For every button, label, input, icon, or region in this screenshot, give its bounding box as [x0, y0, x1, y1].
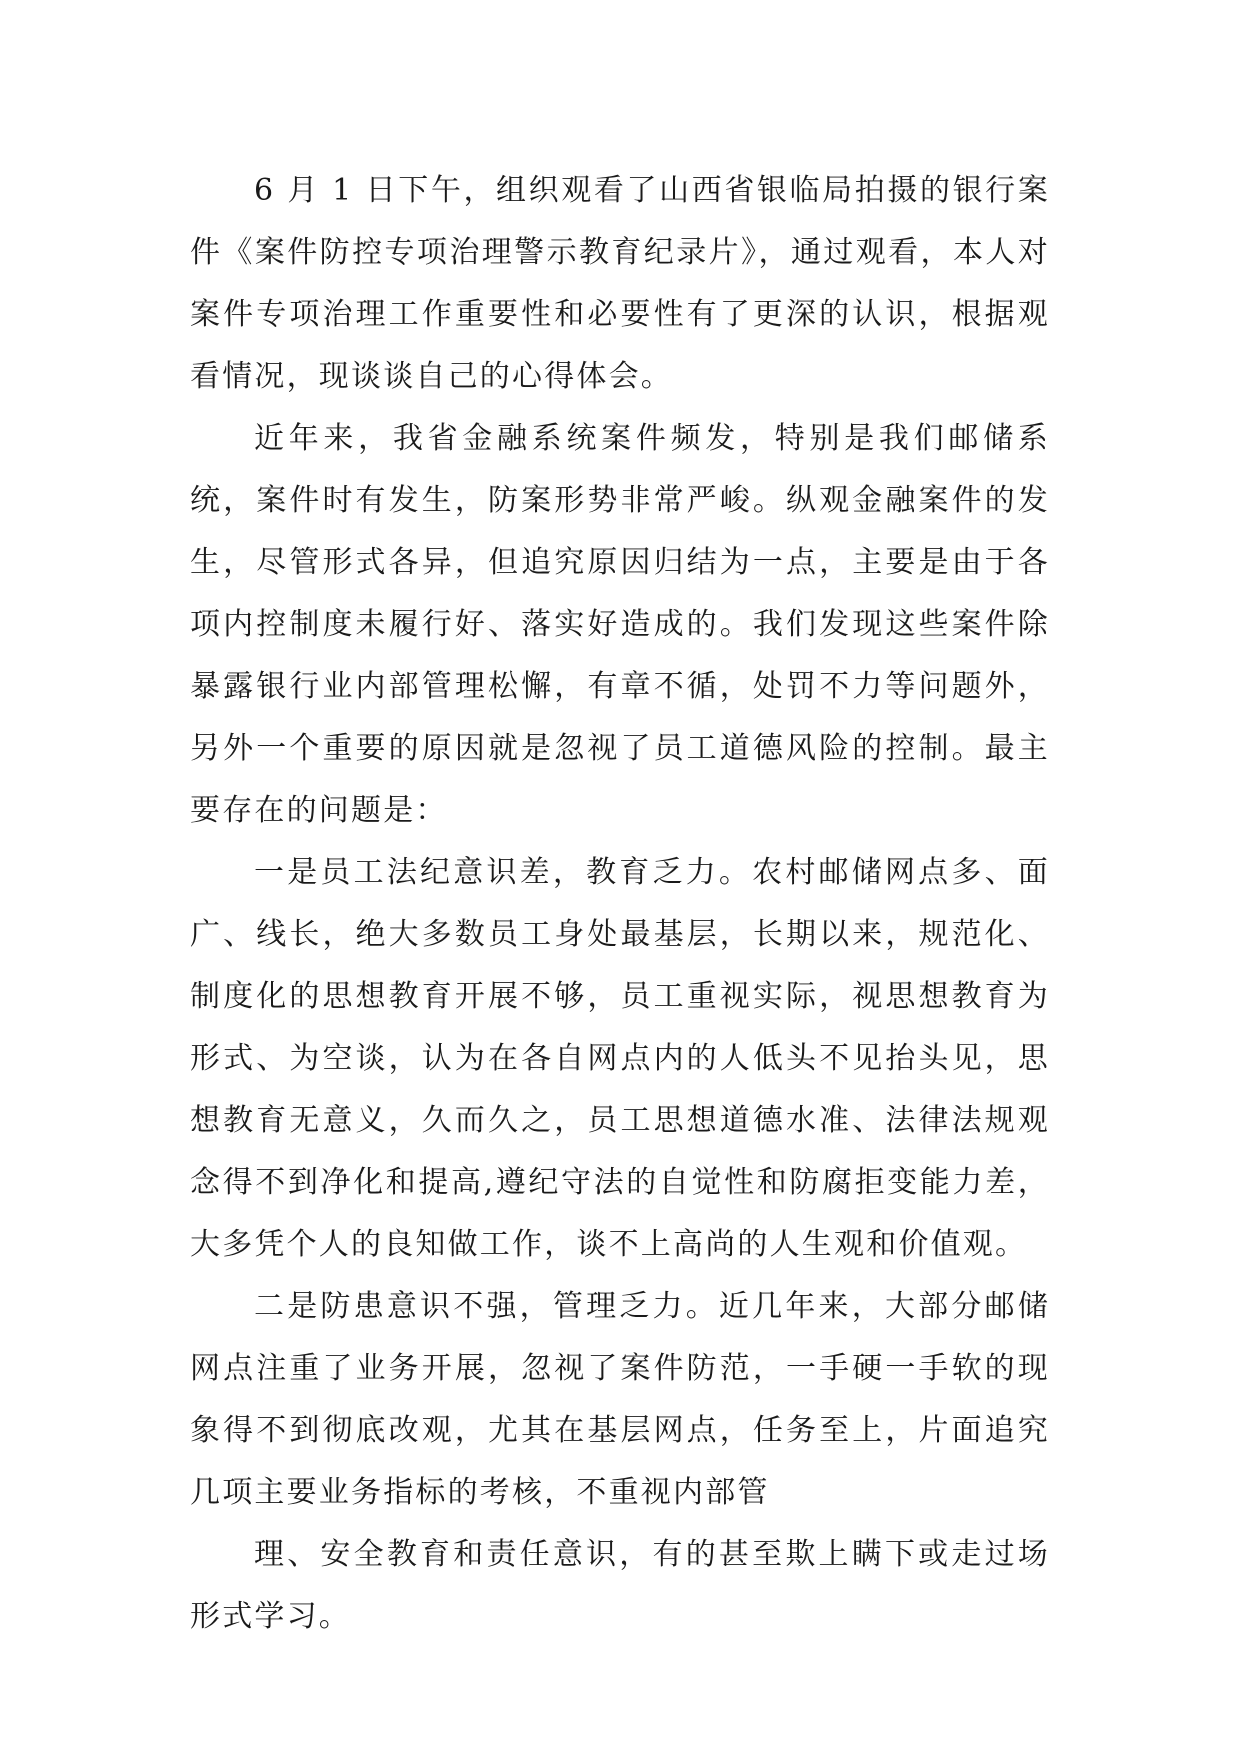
paragraph-background: 近年来，我省金融系统案件频发，特别是我们邮储系统，案件时有发生，防案形势非常严峻。纵观金融案件的发生，尽管形式各异，但追究原因归结为一点，主要是由于各项内控制度未履行好、落实好造成的。我们发现这些案件除暴露银行业内部管理松懈，有章不循，处罚不力等问题外，另外一个重要的原因就是忽视了员工道德风险的控制。最主要存在的问题是：	[190, 421, 1050, 828]
paragraph-point-two: 二是防患意识不强，管理乏力。近几年来，大部分邮储网点注重了业务开展，忽视了案件防范，一手硬一手软的现象得不到彻底改观，尤其在基层网点，任务至上，片面追究几项主要业务指标的考核，不重视内部管	[190, 1289, 1050, 1510]
document-body	[190, 160, 1050, 1648]
paragraph-point-one: 一是员工法纪意识差，教育乏力。农村邮储网点多、面广、线长，绝大多数员工身处最基层，长期以来，规范化、制度化的思想教育开展不够，员工重视实际，视思想教育为形式、为空谈，认为在各自网点内的人低头不见抬头见，思想教育无意义，久而久之，员工思想道德水准、法律法规观念得不到净化和提高,遵纪守法的自觉性和防腐拒变能力差，大多凭个人的良知做工作，谈不上高尚的人生观和价值观。	[190, 855, 1050, 1262]
paragraph-intro: 6 月 1 日下午，组织观看了山西省银临局拍摄的银行案件《案件防控专项治理警示教育纪录片》，通过观看，本人对案件专项治理工作重要性和必要性有了更深的认识，根据观看情况，现谈谈自己的心得体会。	[190, 173, 1050, 394]
paragraph-point-two-continued: 理、安全教育和责任意识，有的甚至欺上瞒下或走过场形式学习。	[190, 1537, 1050, 1634]
